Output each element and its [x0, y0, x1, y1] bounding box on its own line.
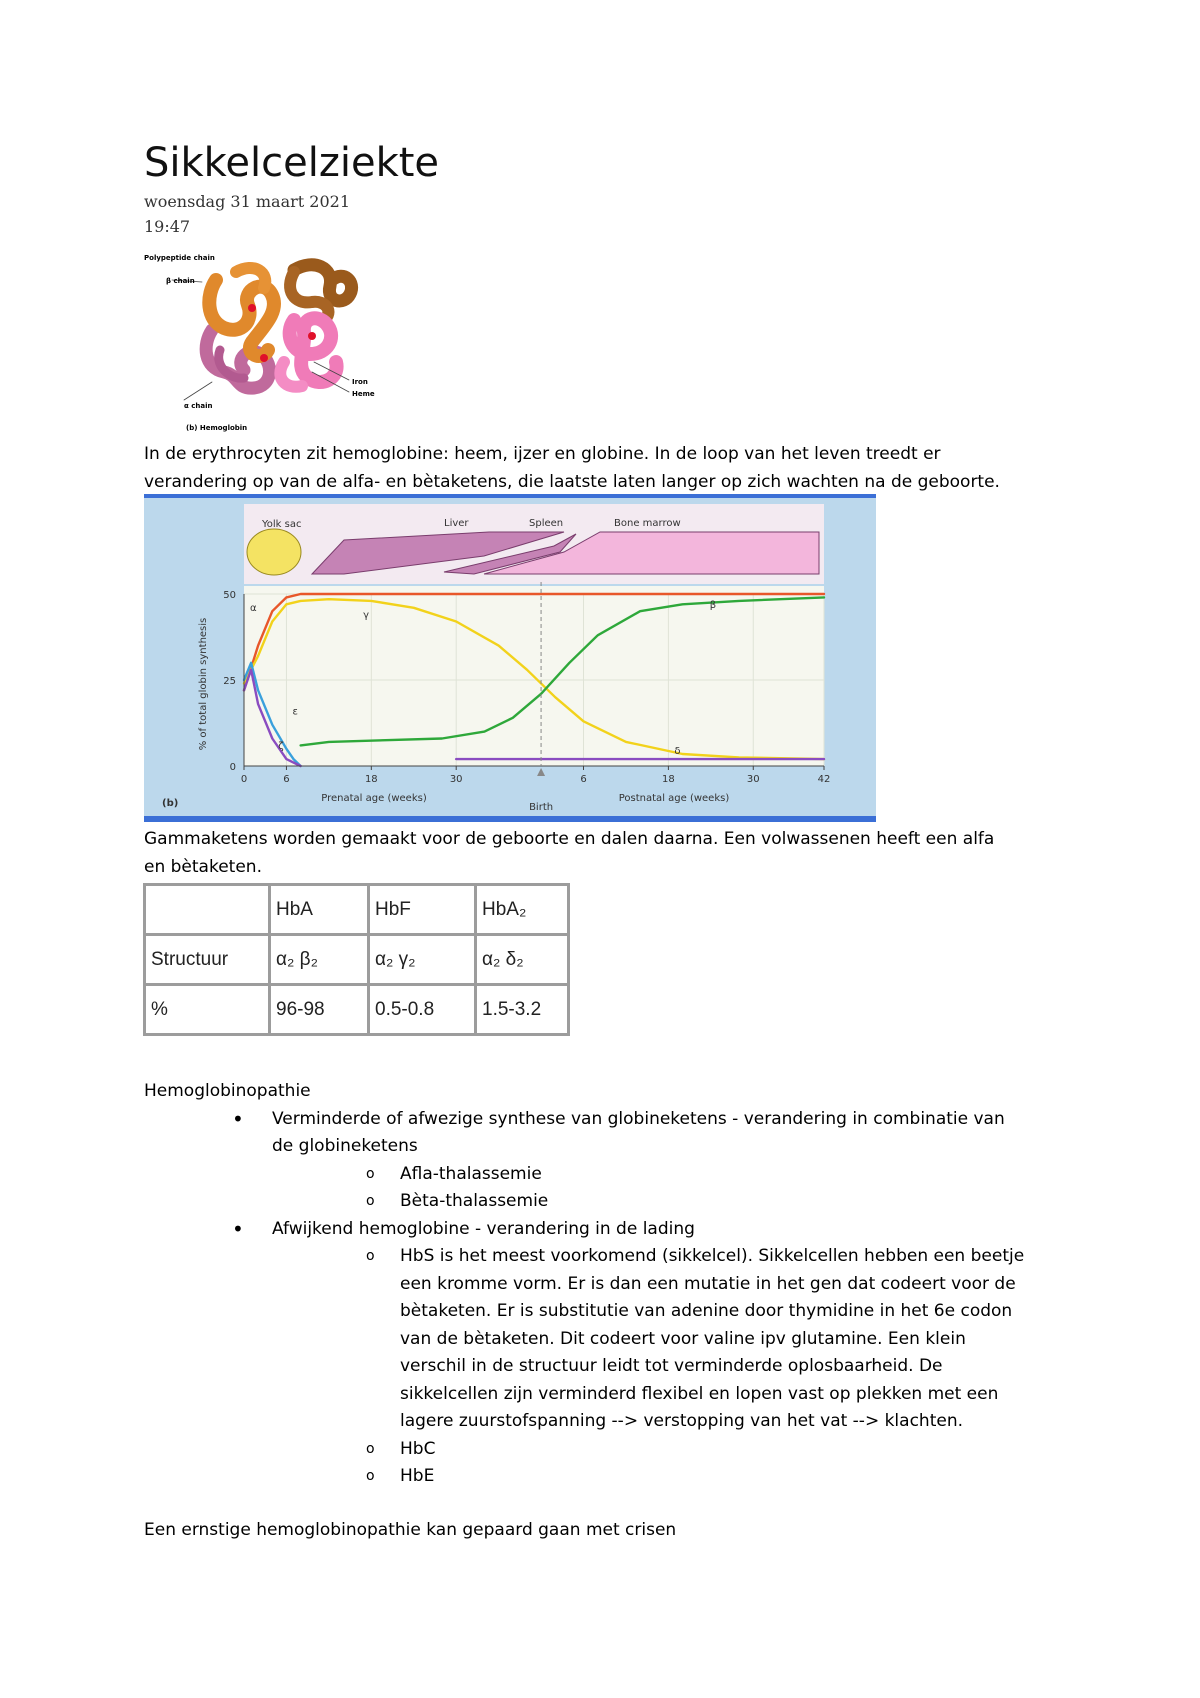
table-cell: HbA₂: [476, 885, 569, 935]
list-subitem: o Bèta-thalassemie: [144, 1188, 1084, 1216]
hemoglobin-table: [143, 883, 570, 1036]
y-tick-label: 25: [223, 676, 236, 687]
series-label: γ: [363, 610, 370, 622]
globin-synthesis-chart: [144, 494, 876, 822]
list-subitem-line: o HbS is het meest voorkomend (sikkelcel). Sikkelcellen hebben een beetje: [400, 1246, 1025, 1266]
series-label: α: [250, 603, 257, 615]
heme-dot: [248, 304, 256, 312]
list-item: [144, 1106, 1084, 1161]
table-cell: Structuur: [145, 935, 270, 985]
x-axis-label-postnatal: Postnatal age (weeks): [618, 793, 730, 804]
list-item-line: de globineketens: [272, 1136, 418, 1156]
list-item: • Afwijkend hemoglobine - verandering in de lading: [144, 1216, 1084, 1244]
chart-top-border: [144, 494, 876, 498]
band-label-liver: Liver: [444, 518, 469, 529]
y-tick-label: 50: [223, 590, 236, 601]
gamma-line: Gammaketens worden gemaakt voor de geboorte en dalen daarna. Een volwassenen heeft een alfa: [144, 829, 995, 849]
x-tick-label: 30: [746, 774, 760, 785]
label-iron: Iron: [352, 378, 368, 386]
series-label: ζ: [278, 740, 284, 752]
closing-sentence: Een ernstige hemoglobinopathie kan gepaard gaan met crisen: [144, 1520, 677, 1540]
label-beta-chain: β chain: [166, 277, 195, 285]
list-subitem: o HbE: [144, 1463, 1084, 1491]
band-label-yolk-sac: Yolk sac: [262, 519, 302, 530]
birth-label: Birth: [529, 802, 554, 813]
page-date: woensdag 31 maart 2021: [144, 192, 350, 211]
table-cell: %: [145, 985, 270, 1035]
x-tick-label: 6: [283, 774, 290, 785]
y-axis-label: % of total globin synthesis: [198, 617, 209, 751]
yolk-sac-shape: [247, 529, 301, 575]
y-tick-label: 0: [229, 762, 236, 773]
list-subitem-line: bètaketen. Er is substitutie van adenine door thymidine in het 6e codon: [400, 1301, 1013, 1321]
table-cell: [145, 885, 270, 935]
table-cell: HbF: [369, 885, 476, 935]
label-hemoglobin: (b) Hemoglobin: [186, 424, 248, 432]
table-cell: α₂ δ₂: [476, 935, 569, 985]
beta-chain-brown: [294, 265, 352, 301]
x-tick-label: 18: [364, 774, 378, 785]
list-subitem-line: van de bètaketen. Dit codeert voor valine ipv glutamine. Een klein: [400, 1328, 966, 1349]
band-label-spleen: Spleen: [529, 518, 564, 529]
x-tick-label: 42: [817, 774, 831, 785]
list-subitem: o HbC: [144, 1436, 1084, 1464]
table-cell: α₂ β₂: [270, 935, 369, 985]
table-cell: 96-98: [270, 985, 369, 1035]
band-label-bone-marrow: Bone marrow: [614, 518, 681, 529]
gamma-paragraph: [144, 825, 1064, 881]
hemoglobinopathie-section: [144, 1078, 1084, 1491]
gamma-line: en bètaketen.: [144, 857, 262, 877]
panel-label: (b): [162, 798, 179, 809]
list-item-line: • Verminderde of afwezige synthese van globineketens - verandering in combinatie van: [272, 1108, 1005, 1129]
table-cell: 0.5-0.8: [369, 985, 476, 1035]
page-time: 19:47: [144, 217, 191, 236]
table-cell: 1.5-3.2: [476, 985, 569, 1035]
list-subitem-line: lagere zuurstofspanning --> verstopping van het vat --> klachten.: [400, 1411, 964, 1431]
list-subitem-line: sikkelcellen zijn verminderd flexibel en lopen vast op plekken met een: [400, 1383, 999, 1404]
list-subitem: o Afla-thalassemie: [144, 1161, 1084, 1189]
series-label: ε: [292, 706, 298, 718]
list-subitem-line: verschil in de structuur leidt tot verminderde oplosbaarheid. De: [400, 1356, 943, 1376]
label-polypeptide: Polypeptide chain: [144, 254, 215, 262]
table-cell: HbA: [270, 885, 369, 935]
series-label: δ: [674, 745, 681, 757]
list-subitem: [144, 1243, 1084, 1436]
intro-paragraph: [144, 440, 1064, 496]
x-tick-label: 30: [449, 774, 463, 785]
series-label: β: [709, 599, 717, 611]
table-row: [145, 985, 569, 1035]
list-heading: Hemoglobinopathie: [144, 1081, 311, 1101]
label-heme: Heme: [352, 390, 375, 398]
intro-line: verandering op van de alfa- en bètaketens, die laatste laten langer op zich wachten na de geboorte.: [144, 472, 1000, 492]
table-row: [145, 935, 569, 985]
heme-dot: [260, 354, 268, 362]
list-subitem-line: een kromme vorm. Er is dan een mutatie in het gen dat codeert voor de: [400, 1273, 1016, 1294]
table-row: [145, 885, 569, 935]
table-cell: α₂ γ₂: [369, 935, 476, 985]
x-tick-label: 0: [240, 774, 248, 785]
intro-line: In de erythrocyten zit hemoglobine: heem, ijzer en globine. In de loop van het leven treedt er: [144, 444, 941, 464]
page-title: Sikkelcelziekte: [144, 140, 440, 186]
heme-dot: [308, 332, 316, 340]
x-axis-label-prenatal: Prenatal age (weeks): [321, 793, 427, 804]
chart-bottom-border: [144, 816, 876, 822]
label-alpha-chain: α chain: [184, 402, 213, 410]
x-tick-label: 6: [580, 774, 587, 785]
hemoglobin-illustration: [144, 250, 394, 435]
x-tick-label: 18: [662, 774, 675, 785]
